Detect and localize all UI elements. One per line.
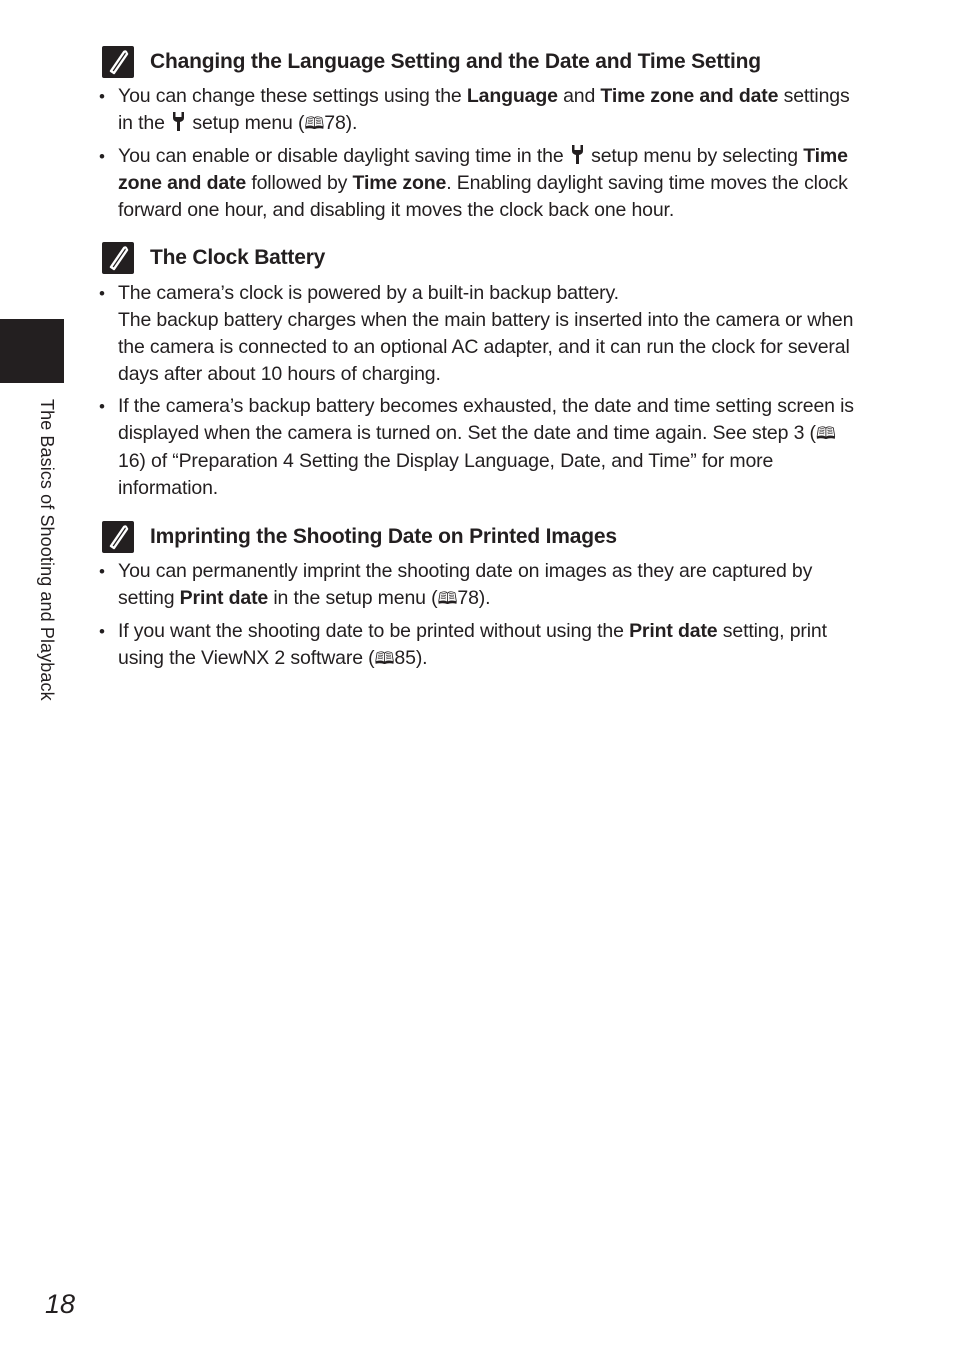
wrench-icon: [571, 144, 584, 165]
list-item: • You can permanently imprint the shooting date on images as they are captured by setting Print date in the setup menu (🕮78).: [102, 558, 862, 613]
section-heading: Changing the Language Setting and the Date and Time Setting: [150, 50, 761, 73]
list-item: • The camera’s clock is powered by a built-in backup battery. The backup battery charges when the main battery is inserted into the camera or when the camera is connected to an optional AC adapter, and it can run the clock for several days after about 10 hours of charging.: [102, 280, 862, 388]
book-reference-icon: 🕮: [815, 424, 836, 444]
book-reference-icon: 🕮: [374, 649, 395, 669]
bullet-list: [102, 83, 862, 229]
list-item: • If the camera’s backup battery becomes exhausted, the date and time setting screen is displayed when the camera is turned on. Set the date and time again. See step 3 (🕮16) of “Preparation 4 Setting the Display Language, Date, and Time” for more information.: [102, 393, 862, 502]
book-reference-icon: 🕮: [437, 589, 458, 609]
note-pencil-icon: [102, 521, 134, 553]
bullet-list: [102, 280, 862, 507]
bullet-list: [102, 558, 862, 678]
list-item: • You can change these settings using the Language and Time zone and date settings in the setup menu (🕮78).: [102, 83, 862, 138]
page-number: 18: [45, 1289, 76, 1319]
chapter-tab: [0, 319, 64, 383]
book-reference-icon: 🕮: [304, 114, 325, 134]
section-heading: Imprinting the Shooting Date on Printed Images: [150, 525, 617, 548]
wrench-icon: [172, 111, 185, 132]
chapter-label: The Basics of Shooting and Playback: [37, 399, 57, 701]
list-item: • You can enable or disable daylight saving time in the setup menu by selecting Time zone and date followed by Time zone. Enabling daylight saving time moves the clock forward one hour, and disabling it moves the clock back one hour.: [102, 143, 862, 224]
note-pencil-icon: [102, 242, 134, 274]
note-pencil-icon: [102, 46, 134, 78]
list-item: • If you want the shooting date to be printed without using the Print date setting, print using the ViewNX 2 software (🕮85).: [102, 618, 862, 673]
section-heading: The Clock Battery: [150, 246, 326, 269]
